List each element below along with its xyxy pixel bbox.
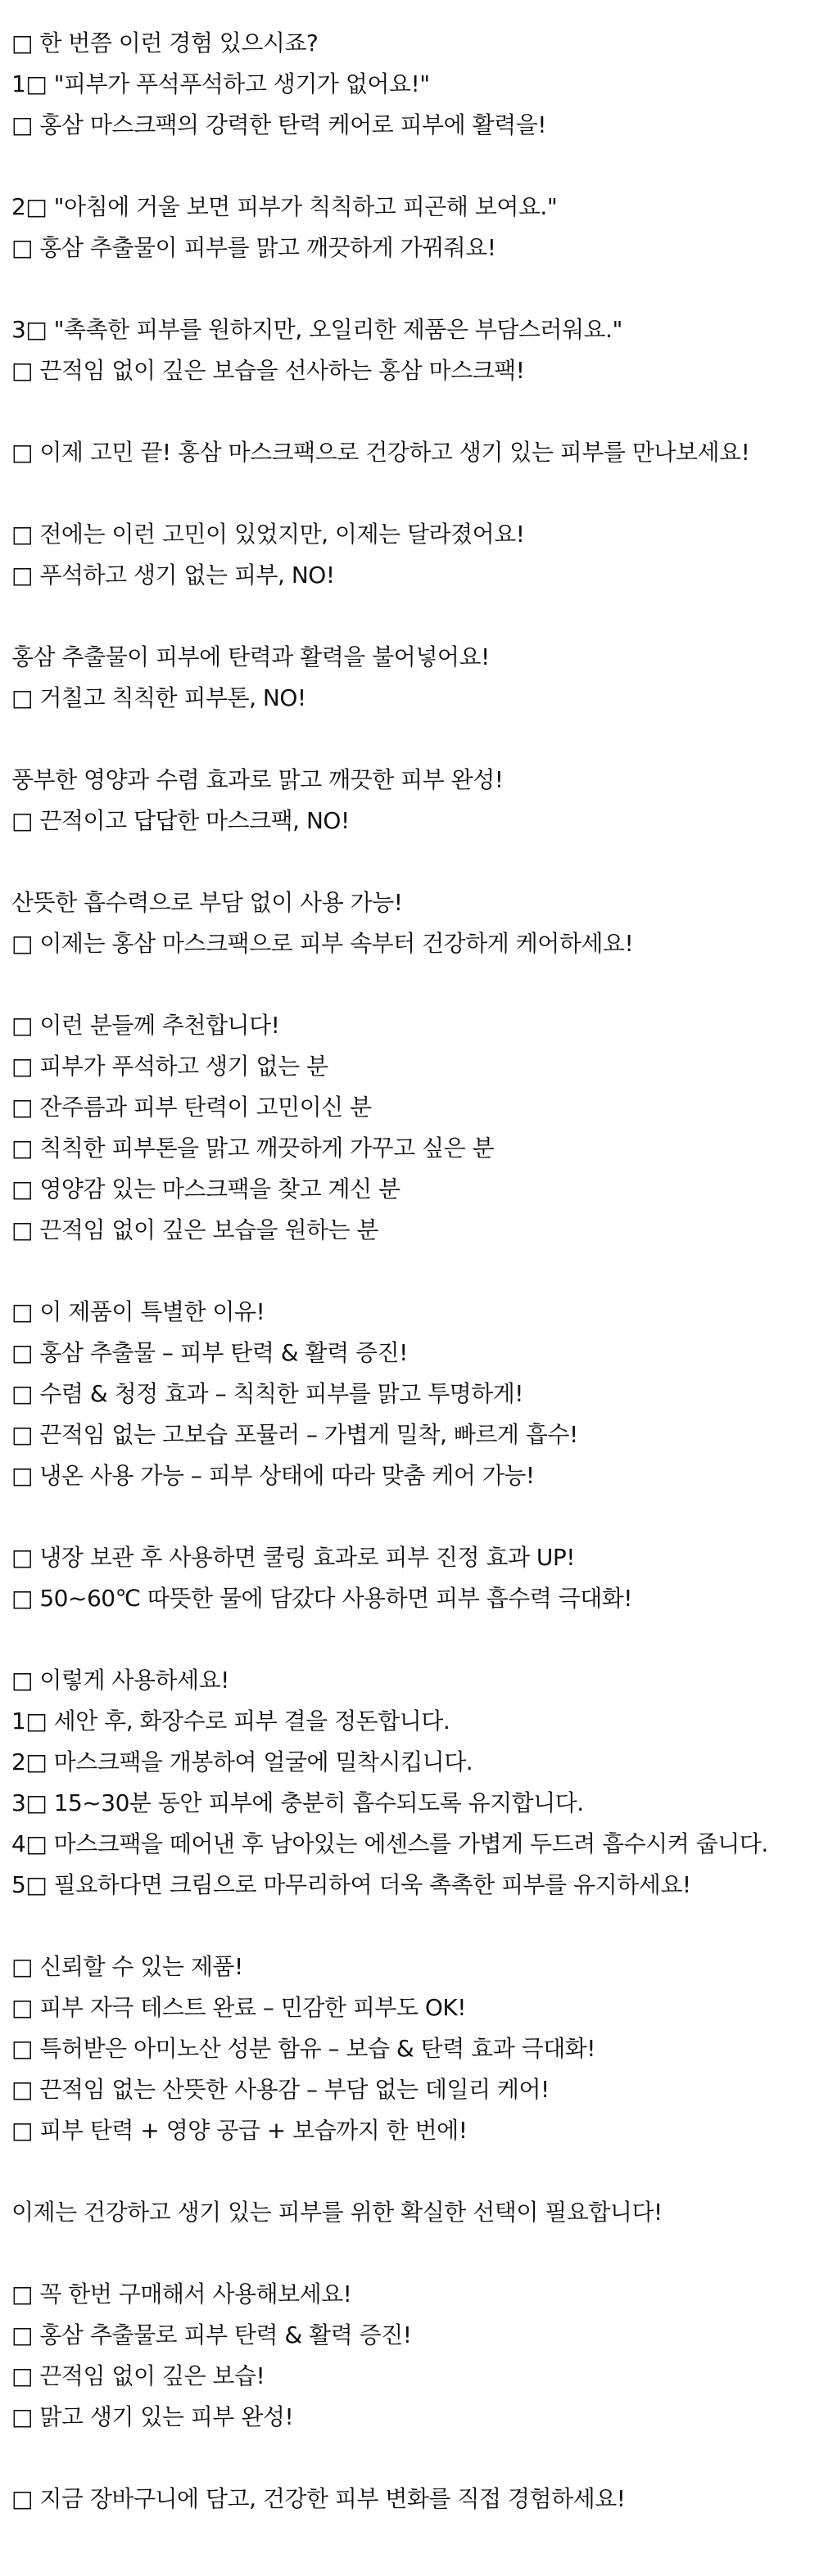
blank-line	[11, 2233, 819, 2274]
text-line: □ 끈적임 없이 깊은 보습을 원하는 분	[11, 1216, 379, 1243]
text-line: □ 끈적이고 답답한 마스크팩, NO!	[11, 807, 350, 834]
text-line: □ 끈적임 없이 깊은 보습!	[11, 2362, 265, 2389]
text-line: □ 한 번쯤 이런 경험 있으시죠?	[11, 29, 319, 56]
blank-line	[11, 596, 819, 637]
blank-line	[11, 473, 819, 514]
text-line: □ 이제 고민 끝! 홍삼 마스크팩으로 건강하고 생기 있는 피부를 만나보세요!	[11, 439, 750, 466]
blank-line	[11, 2438, 819, 2479]
text-line: □ 꼭 한번 구매해서 사용해보세요!	[11, 2281, 352, 2308]
text-line: □ 끈적임 없는 산뜻한 사용감 – 부담 없는 데일리 케어!	[11, 2076, 550, 2103]
blank-line	[11, 1619, 819, 1660]
text-line: □ 푸석하고 생기 없는 피부, NO!	[11, 562, 335, 589]
text-line: □ 영양감 있는 마스크팩을 찾고 계신 분	[11, 1175, 400, 1202]
text-line: 1□ "피부가 푸석푸석하고 생기가 없어요!"	[11, 70, 430, 97]
blank-line	[11, 268, 819, 309]
text-line: □ 이제는 홍삼 마스크팩으로 피부 속부터 건강하게 케어하세요!	[11, 930, 634, 957]
text-line: □ 지금 장바구니에 담고, 건강한 피부 변화를 직접 경험하세요!	[11, 2485, 626, 2512]
text-line: □ 거칠고 칙칙한 피부톤, NO!	[11, 684, 306, 711]
text-line: 5□ 필요하다면 크림으로 마무리하여 더욱 촉촉한 피부를 유지하세요!	[11, 1871, 691, 1898]
text-line: □ 홍삼 추출물 – 피부 탄력 & 활력 증진!	[11, 1339, 408, 1366]
text-line: □ 신뢰할 수 있는 제품!	[11, 1953, 243, 1980]
text-line: □ 피부가 푸석하고 생기 없는 분	[11, 1053, 328, 1080]
text-line: □ 피부 탄력 + 영양 공급 + 보습까지 한 번에!	[11, 2117, 468, 2144]
blank-line	[11, 146, 819, 187]
blank-line	[11, 841, 819, 882]
text-line: □ 피부 자극 테스트 완료 – 민감한 피부도 OK!	[11, 1994, 467, 2021]
text-line: 3□ 15~30분 동안 피부에 충분히 흡수되도록 유지합니다.	[11, 1789, 584, 1816]
text-line: □ 잔주름과 피부 탄력이 고민이신 분	[11, 1094, 372, 1121]
blank-line	[11, 1496, 819, 1537]
text-line: 산뜻한 흡수력으로 부담 없이 사용 가능!	[11, 889, 403, 916]
blank-line	[11, 964, 819, 1005]
text-line: □ 냉장 보관 후 사용하면 쿨링 효과로 피부 진정 효과 UP!	[11, 1544, 576, 1571]
text-line: □ 50~60℃ 따뜻한 물에 담갔다 사용하면 피부 흡수력 극대화!	[11, 1585, 633, 1612]
text-line: 풍부한 영양과 수렴 효과로 맑고 깨끗한 피부 완성!	[11, 766, 504, 793]
blank-line	[11, 391, 819, 432]
text-line: □ 홍삼 추출물로 피부 탄력 & 활력 증진!	[11, 2321, 412, 2348]
text-line: 1□ 세안 후, 화장수로 피부 결을 정돈합니다.	[11, 1708, 450, 1735]
text-line: □ 끈적임 없는 고보습 포뮬러 – 가볍게 밀착, 빠르게 흡수!	[11, 1421, 578, 1448]
text-line: □ 수렴 & 청정 효과 – 칙칙한 피부를 맑고 투명하게!	[11, 1380, 523, 1407]
text-line: 4□ 마스크팩을 떼어낸 후 남아있는 에센스를 가볍게 두드려 흡수시켜 줍니다.	[11, 1830, 768, 1857]
text-line: □ 특허받은 아미노산 성분 함유 – 보습 & 탄력 효과 극대화!	[11, 2035, 596, 2062]
text-line: □ 이렇게 사용하세요!	[11, 1667, 229, 1694]
blank-line	[11, 719, 819, 760]
text-line: □ 전에는 이런 고민이 있었지만, 이제는 달라졌어요!	[11, 521, 525, 548]
blank-line	[11, 1251, 819, 1292]
text-line: □ 맑고 생기 있는 피부 완성!	[11, 2403, 294, 2430]
text-line: 2□ "아침에 거울 보면 피부가 칙칙하고 피곤해 보여요."	[11, 193, 558, 220]
text-line: 이제는 건강하고 생기 있는 피부를 위한 확실한 선택이 필요합니다!	[11, 2199, 663, 2226]
text-line: □ 칙칙한 피부톤을 맑고 깨끗하게 가꾸고 싶은 분	[11, 1135, 495, 1162]
text-line: 홍삼 추출물이 피부에 탄력과 활력을 불어넣어요!	[11, 643, 490, 670]
text-line: □ 이 제품이 특별한 이유!	[11, 1298, 265, 1325]
text-line: □ 냉온 사용 가능 – 피부 상태에 따라 맞춤 케어 가능!	[11, 1462, 535, 1489]
text-line: □ 끈적임 없이 깊은 보습을 선사하는 홍삼 마스크팩!	[11, 357, 525, 384]
text-line: 3□ "촉촉한 피부를 원하지만, 오일리한 제품은 부담스러워요."	[11, 316, 622, 343]
blank-line	[11, 1906, 819, 1947]
text-line: 2□ 마스크팩을 개봉하여 얼굴에 밀착시킵니다.	[11, 1748, 473, 1775]
text-line: □ 홍삼 마스크팩의 강력한 탄력 케어로 피부에 활력을!	[11, 111, 546, 138]
text-line: □ 홍삼 추출물이 피부를 맑고 깨끗하게 가꿔줘요!	[11, 234, 496, 261]
blank-line	[11, 2151, 819, 2192]
text-line: □ 이런 분들께 추천합니다!	[11, 1012, 280, 1039]
